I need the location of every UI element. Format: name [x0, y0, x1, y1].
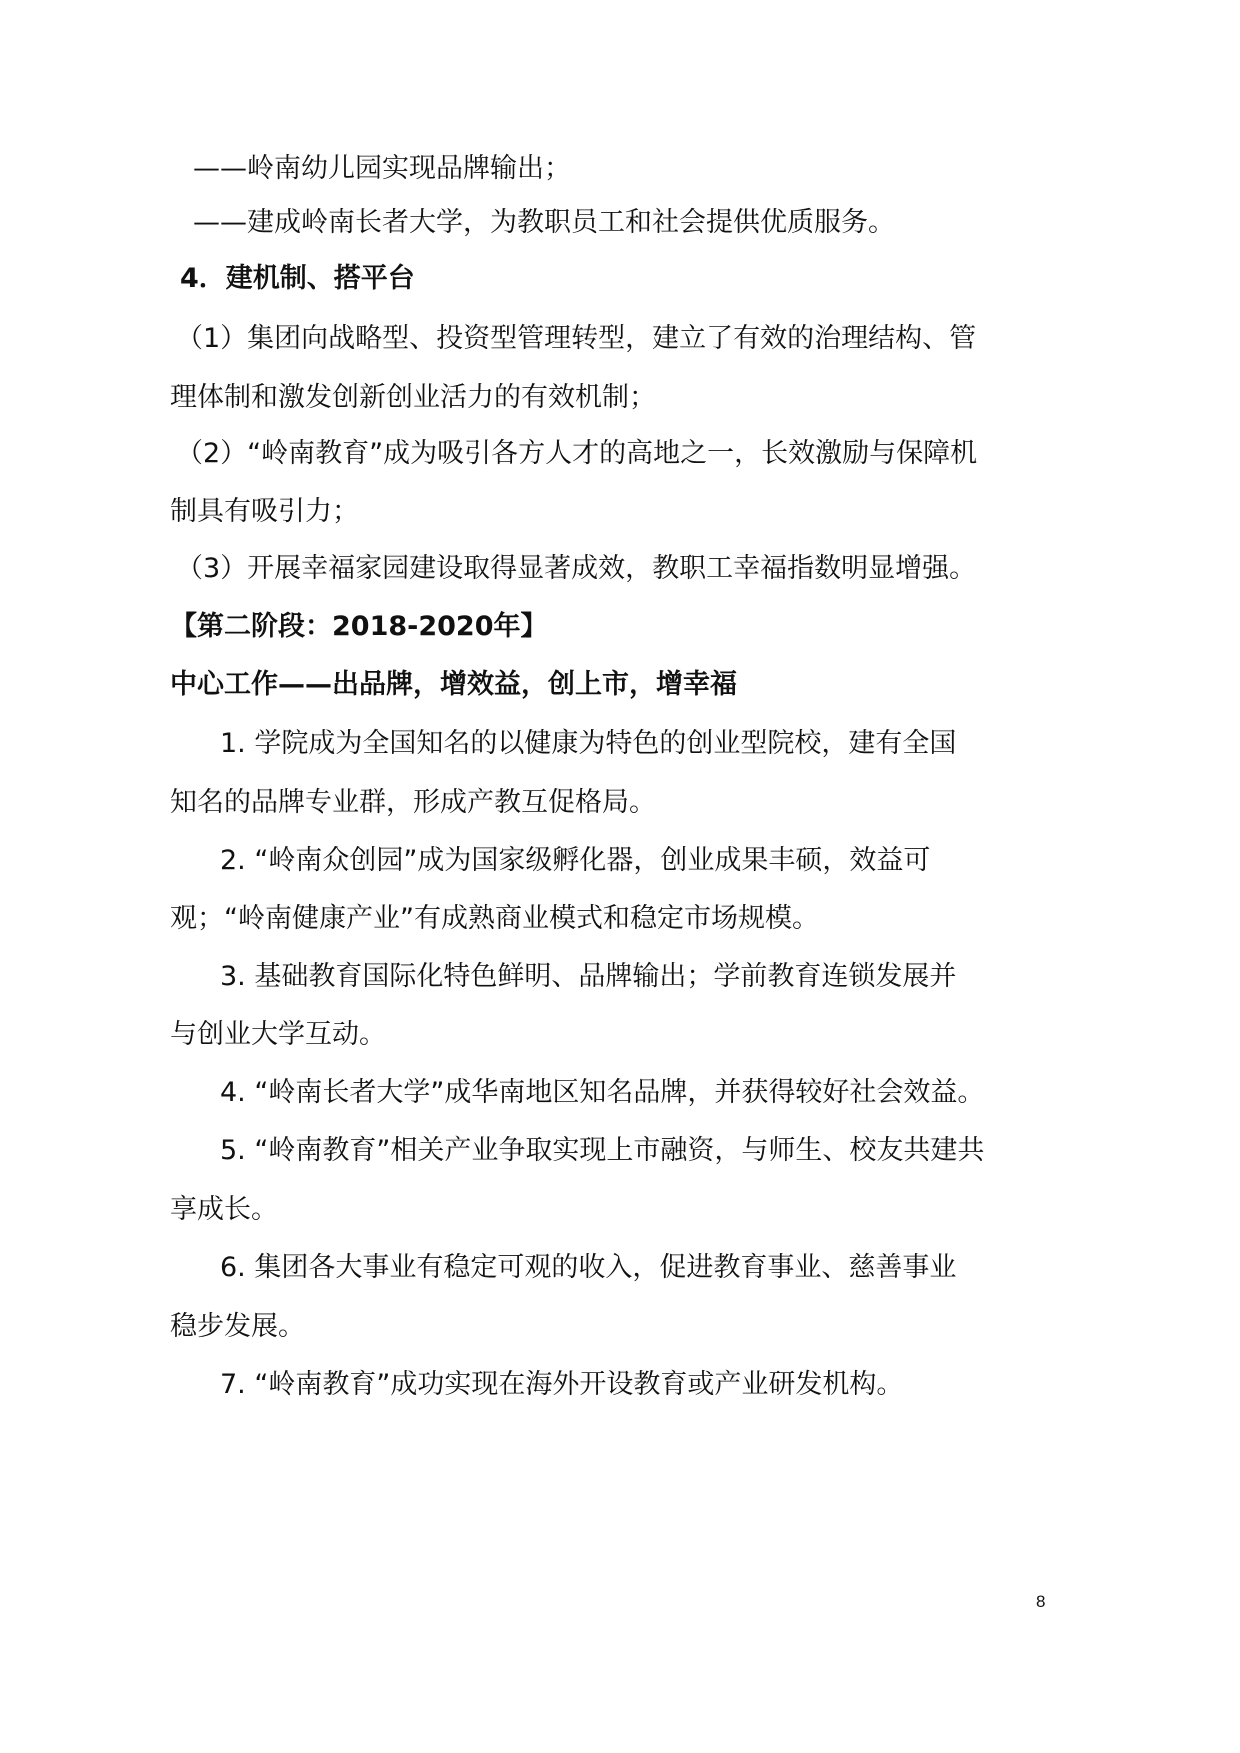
paragraph-line: 7. “岭南教育”成功实现在海外开设教育或产业研发机构。	[220, 1369, 904, 1400]
paragraph-line: 享成长。	[170, 1194, 278, 1225]
paragraph-line: 稳步发展。	[170, 1311, 305, 1342]
paragraph-line: 理体制和激发创新创业活力的有效机制；	[170, 382, 656, 413]
paragraph-line: 1. 学院成为全国知名的以健康为特色的创业型院校，建有全国	[220, 728, 957, 759]
paragraph-line: 4. “岭南长者大学”成华南地区知名品牌，并获得较好社会效益。	[220, 1077, 985, 1108]
stage-heading: 【第二阶段：2018-2020年】	[170, 611, 548, 642]
paragraph-line: （2）“岭南教育”成为吸引各方人才的高地之一，长效激励与保障机	[176, 438, 978, 469]
paragraph-line: 5. “岭南教育”相关产业争取实现上市融资，与师生、校友共建共	[220, 1135, 985, 1166]
section-heading-mechanism: 4．建机制、搭平台	[180, 263, 415, 294]
list-item-kindergarten-brand: ——岭南幼儿园实现品牌输出；	[193, 153, 571, 184]
page-number: 8	[1036, 1592, 1046, 1611]
paragraph-line: 知名的品牌专业群，形成产教互促格局。	[170, 787, 656, 818]
paragraph-line: 与创业大学互动。	[170, 1019, 386, 1050]
paragraph-line: （3）开展幸福家园建设取得显著成效，教职工幸福指数明显增强。	[176, 553, 977, 584]
paragraph-line: 6. 集团各大事业有稳定可观的收入，促进教育事业、慈善事业	[220, 1252, 957, 1283]
paragraph-line: 2. “岭南众创园”成为国家级孵化器，创业成果丰硕，效益可	[220, 845, 931, 876]
paragraph-line: （1）集团向战略型、投资型管理转型，建立了有效的治理结构、管	[176, 323, 977, 354]
paragraph-line: 观；“岭南健康产业”有成熟商业模式和稳定市场规模。	[170, 903, 819, 934]
center-work-heading: 中心工作——出品牌，增效益，创上市，增幸福	[170, 669, 737, 700]
paragraph-line: 制具有吸引力；	[170, 496, 359, 527]
paragraph-line: 3. 基础教育国际化特色鲜明、品牌输出；学前教育连锁发展并	[220, 961, 957, 992]
list-item-elder-university: ——建成岭南长者大学，为教职员工和社会提供优质服务。	[193, 207, 895, 238]
